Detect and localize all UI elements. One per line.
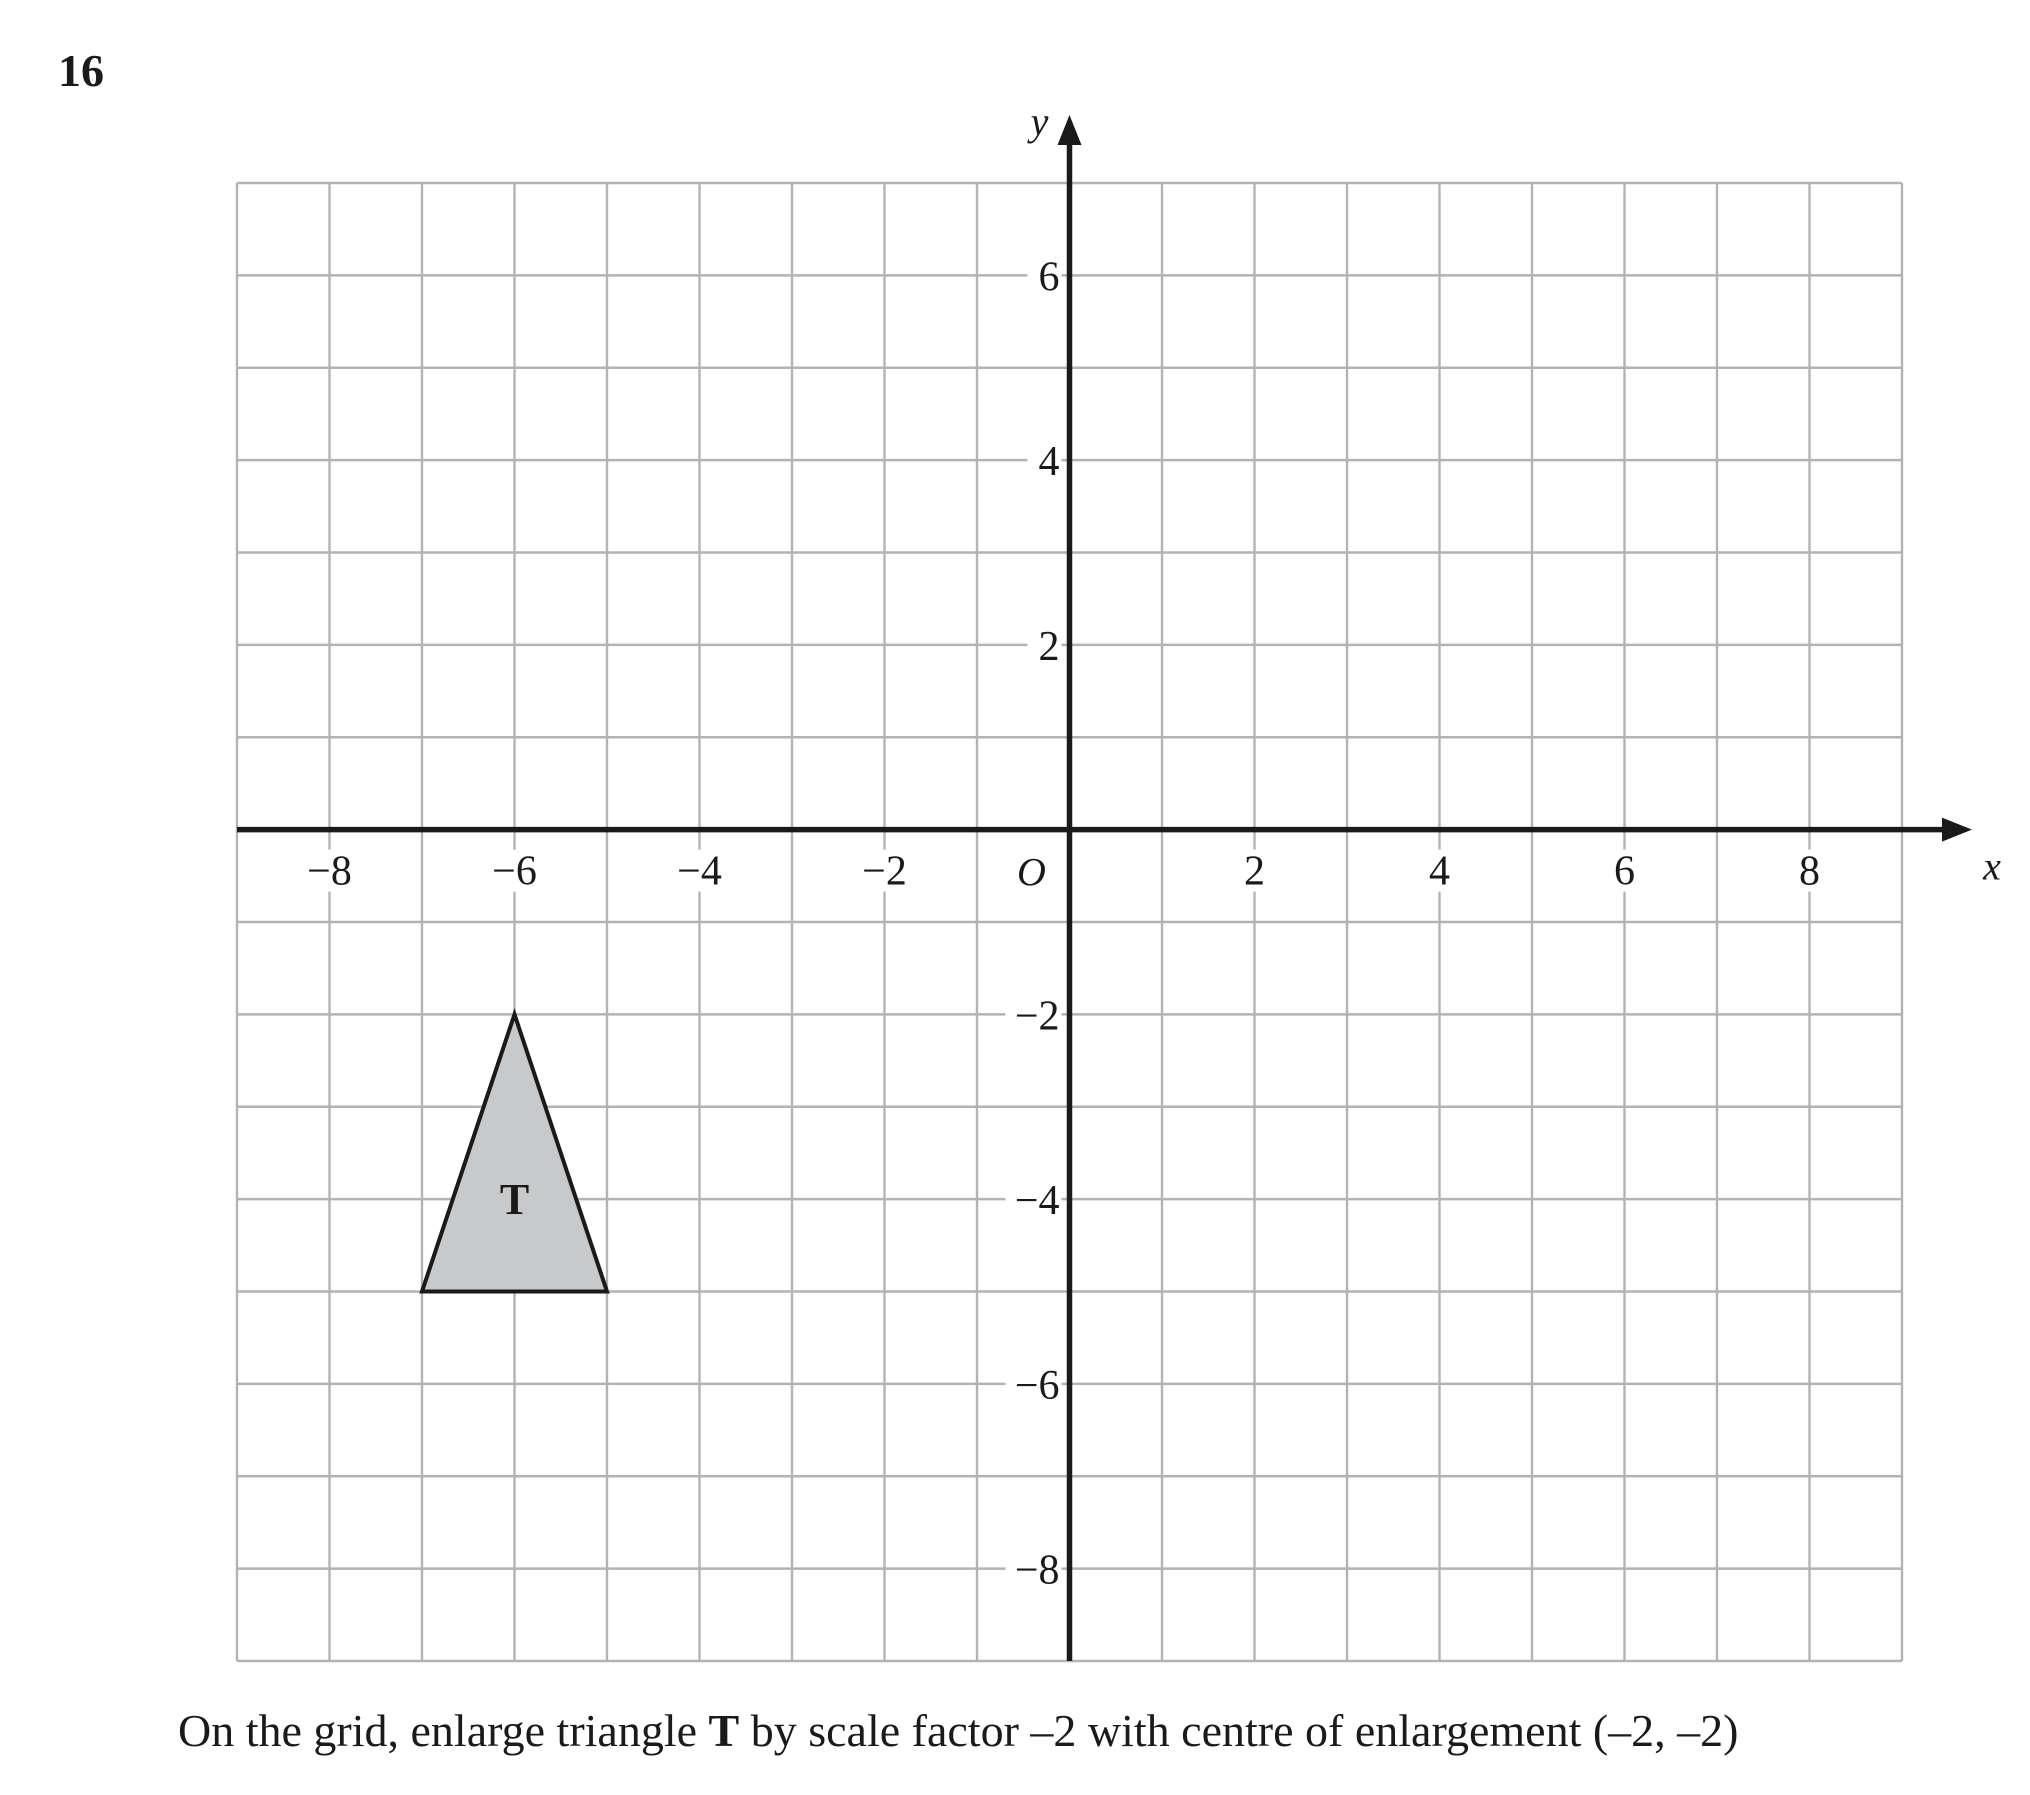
x-tick-label: −4 [677, 848, 722, 895]
x-tick-label: 4 [1429, 848, 1450, 895]
shapes [422, 1014, 607, 1291]
y-axis-arrow-icon [1058, 115, 1082, 145]
y-tick-label: −8 [1014, 1547, 1060, 1594]
y-tick-label: 4 [1038, 439, 1060, 486]
x-tick-label: 2 [1244, 848, 1265, 895]
question-text-part-2: by scale factor –2 with centre of enlargement (–2, –2) [739, 1705, 1739, 1756]
y-tick-label: −4 [1014, 1178, 1060, 1225]
y-tick-label: 2 [1038, 623, 1060, 670]
question-text-part-1: On the grid, enlarge triangle [178, 1705, 709, 1756]
x-tick-label: −2 [862, 848, 907, 895]
x-axis-name: x [1983, 843, 2001, 889]
x-tick-label: −6 [492, 848, 537, 895]
question-number: 16 [58, 45, 104, 96]
question-text [178, 1705, 2030, 1756]
y-tick-label: −2 [1014, 993, 1060, 1040]
triangle-name: T [708, 1705, 740, 1756]
x-tick-label: −8 [307, 848, 352, 895]
x-axis-arrow-icon [1942, 818, 1972, 842]
x-tick-label: 6 [1614, 848, 1635, 895]
y-axis-name: y [1030, 99, 1049, 144]
tick-labels [304, 99, 2002, 1594]
origin-label: O [1017, 849, 1046, 895]
triangle-T [422, 1014, 607, 1291]
y-tick-label: 6 [1038, 254, 1060, 301]
x-tick-label: 8 [1799, 848, 1820, 895]
y-tick-label: −6 [1014, 1362, 1060, 1409]
triangle-label: T [499, 1175, 530, 1225]
